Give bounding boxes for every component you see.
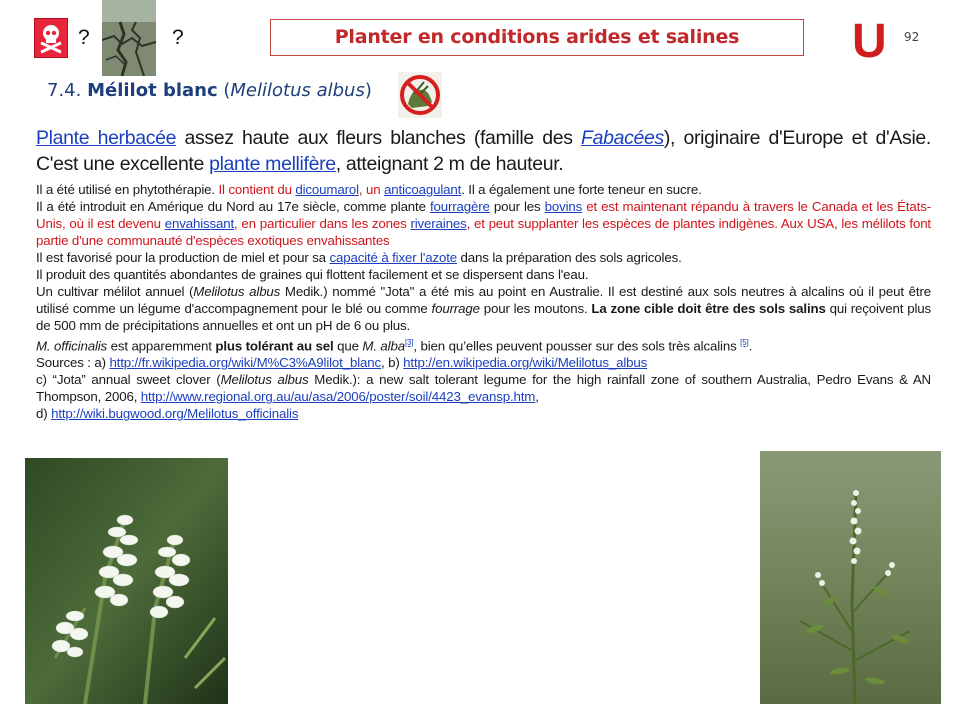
text-span: Il a été introduit en Amérique du Nord au 17e siècle, comme plante [36, 199, 430, 214]
lead-text-2: ), originaire d'Europe et d'Asie. C'est une excellente [36, 127, 931, 175]
text-span: dans la préparation des sols agricoles. [457, 250, 682, 265]
text-span-red: , en particulier dans les zones [234, 216, 411, 231]
link-plante-mellifere[interactable]: plante mellifère [209, 153, 336, 175]
title-box [270, 19, 804, 56]
paragraph-sources [36, 354, 931, 371]
page-number: 92 [904, 30, 920, 44]
paragraph-source-c [36, 371, 931, 405]
paragraph-officinalis [36, 334, 931, 354]
text-span: d) [36, 406, 52, 422]
text-span-red: Il contient du [218, 182, 296, 197]
text-italic: M. officinalis [36, 338, 108, 354]
section-heading: 7.4. Mélilot blanc (Melilotus albus) [47, 80, 372, 101]
text-span: qui reçoivent plus de 500 mm de précipitations annuelles et ont un pH de 6 ou plus. [36, 301, 931, 333]
text-italic: Melilotus albus [193, 284, 281, 299]
section-name: Mélilot blanc [87, 80, 218, 101]
text-italic: M. alba [362, 338, 405, 354]
text-span: que [333, 338, 363, 354]
link-bovins[interactable]: bovins [544, 199, 583, 214]
paragraph-introduction [36, 198, 931, 249]
ref-link-3[interactable]: [3] [404, 338, 414, 347]
link-source-bugwood[interactable]: http://wiki.bugwood.org/Melilotus_officinalis [51, 406, 299, 422]
text-span-red: , et peut supplanter les espèces de plantes indigènes. Aux USA, les mélilots font partie d'une communauté d'espèces exotiques envahissantes [36, 216, 931, 248]
question-mark-left: ? [78, 26, 90, 49]
text-span: . [748, 338, 753, 354]
text-span: , [535, 389, 539, 405]
text-italic: Melilotus albus [220, 372, 309, 388]
link-fabacees[interactable]: Fabacées [581, 127, 664, 149]
text-span: Sources : a) [36, 355, 110, 371]
skull-warning-icon [34, 18, 68, 58]
text-span: Un cultivar mélilot annuel ( [36, 284, 194, 299]
link-plante-herbacee[interactable]: Plante herbacée [36, 127, 177, 149]
plant-photo-right [760, 451, 941, 704]
text-span: Il a été utilisé en phytothérapie. [36, 182, 219, 197]
lead-text-1: assez haute aux fleurs blanches (famille des [176, 127, 582, 149]
paragraph-phytotherapie [36, 181, 931, 198]
category-letter: U [852, 15, 887, 68]
link-source-fr-wikipedia[interactable]: http://fr.wikipedia.org/wiki/M%C3%A9lilot_blanc [109, 355, 382, 371]
text-span: pour les [489, 199, 545, 214]
paragraph-source-d [36, 405, 931, 422]
cracked-soil-icon [102, 0, 156, 76]
paragraph-graines: Il produit des quantités abondantes de graines qui flottent facilement et se dispersent dans l'eau. [36, 267, 589, 282]
text-span: c) “Jota” annual sweet clover ( [36, 372, 221, 388]
lead-text-3: , atteignant 2 m de hauteur. [335, 153, 564, 175]
text-span: pour les moutons. [479, 301, 592, 316]
paragraph-miel [36, 249, 931, 266]
text-span: est apparemment [107, 338, 216, 354]
text-span: , bien qu’elles peuvent pousser sur des sols très alcalins [413, 338, 741, 354]
page-title: Planter en conditions arides et salines [334, 26, 740, 48]
text-bold: La zone cible doit être des sols salins [591, 301, 826, 316]
link-riveraines[interactable]: riveraines [410, 216, 467, 231]
body-text [36, 181, 931, 422]
section-number: 7.4. [47, 80, 82, 101]
flower-photo-left [25, 458, 228, 704]
text-span-red: et est maintenant répandu à travers le Canada et les États-Unis, où il est devenu [36, 199, 931, 231]
paragraph-cultivar [36, 283, 931, 334]
text-span: Medik.) nommé "Jota" a été mis au point en Australie. Il est destiné aux sols neutres à alcalins où il peut être utilisé comme un légume d'accompagnement pour le blé ou comme [36, 284, 931, 316]
section-latin: Melilotus albus [230, 80, 365, 101]
text-span: , b) [381, 355, 404, 371]
ref-link-5[interactable]: [5] [740, 338, 749, 347]
link-envahissant[interactable]: envahissant [164, 216, 235, 231]
text-bold: plus tolérant au sel [215, 338, 334, 354]
text-span: Medik.): a new salt tolerant legume for the high rainfall zone of southern Australia, Pedro Evans & AN Thompson, 2006, [36, 372, 932, 405]
link-dicoumarol[interactable]: dicoumarol [295, 182, 359, 197]
no-grazing-icon [398, 72, 442, 118]
text-span: . Il a également une forte teneur en sucre. [461, 182, 702, 197]
question-mark-right: ? [172, 26, 184, 49]
text-span-red: , un [358, 182, 385, 197]
lead-paragraph [36, 125, 931, 177]
link-source-regional[interactable]: http://www.regional.org.au/au/asa/2006/poster/soil/4423_evansp.htm [140, 389, 536, 405]
text-italic: fourrage [431, 301, 480, 316]
link-fourragere[interactable]: fourragère [429, 199, 490, 214]
text-span: Il est favorisé pour la production de miel et pour sa [36, 250, 330, 265]
link-anticoagulant[interactable]: anticoagulant [384, 182, 462, 197]
link-fixer-azote[interactable]: capacité à fixer l'azote [329, 250, 458, 265]
link-source-en-wikipedia[interactable]: http://en.wikipedia.org/wiki/Melilotus_albus [403, 355, 648, 371]
